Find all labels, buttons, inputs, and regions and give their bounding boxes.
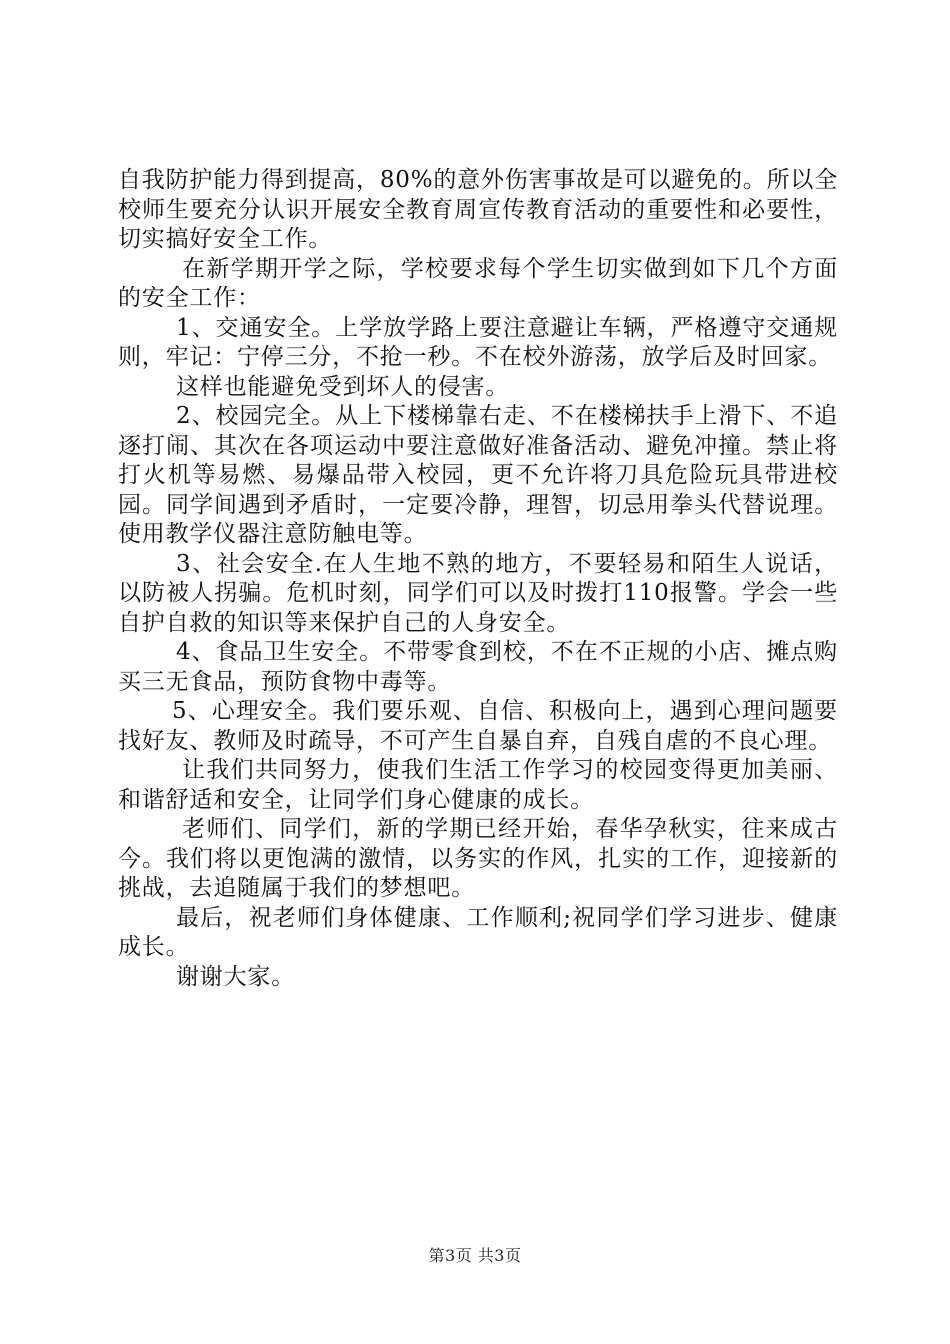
paragraph-food-safety: 4、食品卫生安全。不带零食到校，不在不正规的小店、摊点购买三无食品，预防食物中毒等。 bbox=[118, 639, 838, 695]
paragraph-avoid-harm: 这样也能避免受到坏人的侵害。 bbox=[176, 373, 510, 400]
paragraph-best-wishes: 最后，祝老师们身体健康、工作顺利;祝同学们学习进步、健康成长。 bbox=[118, 904, 838, 960]
paragraph-psychological-safety: 5、心理安全。我们要乐观、自信、积极向上，遇到心理问题要找好友、教师及时疏导，不可产生自暴自弃，自残自虐的不良心理。 bbox=[118, 698, 838, 754]
paragraph-safety-requirements: 在新学期开学之际，学校要求每个学生切实做到如下几个方面的安全工作： bbox=[118, 255, 838, 311]
paragraph-traffic-safety: 1、交通安全。上学放学路上要注意避让车辆，严格遵守交通规则，牢记：宁停三分，不抢一秒。不在校外游荡，放学后及时回家。 bbox=[118, 314, 838, 370]
paragraph-intro-continued: 自我防护能力得到提高，80%的意外伤害事故是可以避免的。所以全校师生要充分认识开展安全教育周宣传教育活动的重要性和必要性，切实搞好安全工作。 bbox=[118, 167, 838, 252]
paragraph-thanks: 谢谢大家。 bbox=[176, 963, 295, 990]
paragraph-campus-safety: 2、校园完全。从上下楼梯靠右走、不在楼梯扶手上滑下、不追逐打闹、其次在各项运动中要注意做好准备活动、避免冲撞。禁止将打火机等易燃、易爆品带入校园，更不允许将刀具危险玩具带进校园。同学间遇到矛盾时，一定要冷静，理智，切忌用拳头代替说理。使用教学仪器注意防触电等。 bbox=[118, 403, 838, 547]
paragraph-work-together: 让我们共同努力，使我们生活工作学习的校园变得更加美丽、和谐舒适和安全，让同学们身心健康的成长。 bbox=[118, 757, 838, 813]
page-number-footer: 第3页 共3页 bbox=[428, 1246, 522, 1265]
paragraph-new-semester: 老师们、同学们，新的学期已经开始，春华孕秋实，往来成古今。我们将以更饱满的激情，以务实的作风，扎实的工作，迎接新的挑战，去追随属于我们的梦想吧。 bbox=[118, 816, 838, 901]
document-body bbox=[118, 166, 838, 992]
paragraph-social-safety: 3、社会安全.在人生地不熟的地方，不要轻易和陌生人说话，以防被人拐骗。危机时刻，同学们可以及时拨打110报警。学会一些自护自救的知识等来保护自己的人身安全。 bbox=[118, 550, 838, 636]
